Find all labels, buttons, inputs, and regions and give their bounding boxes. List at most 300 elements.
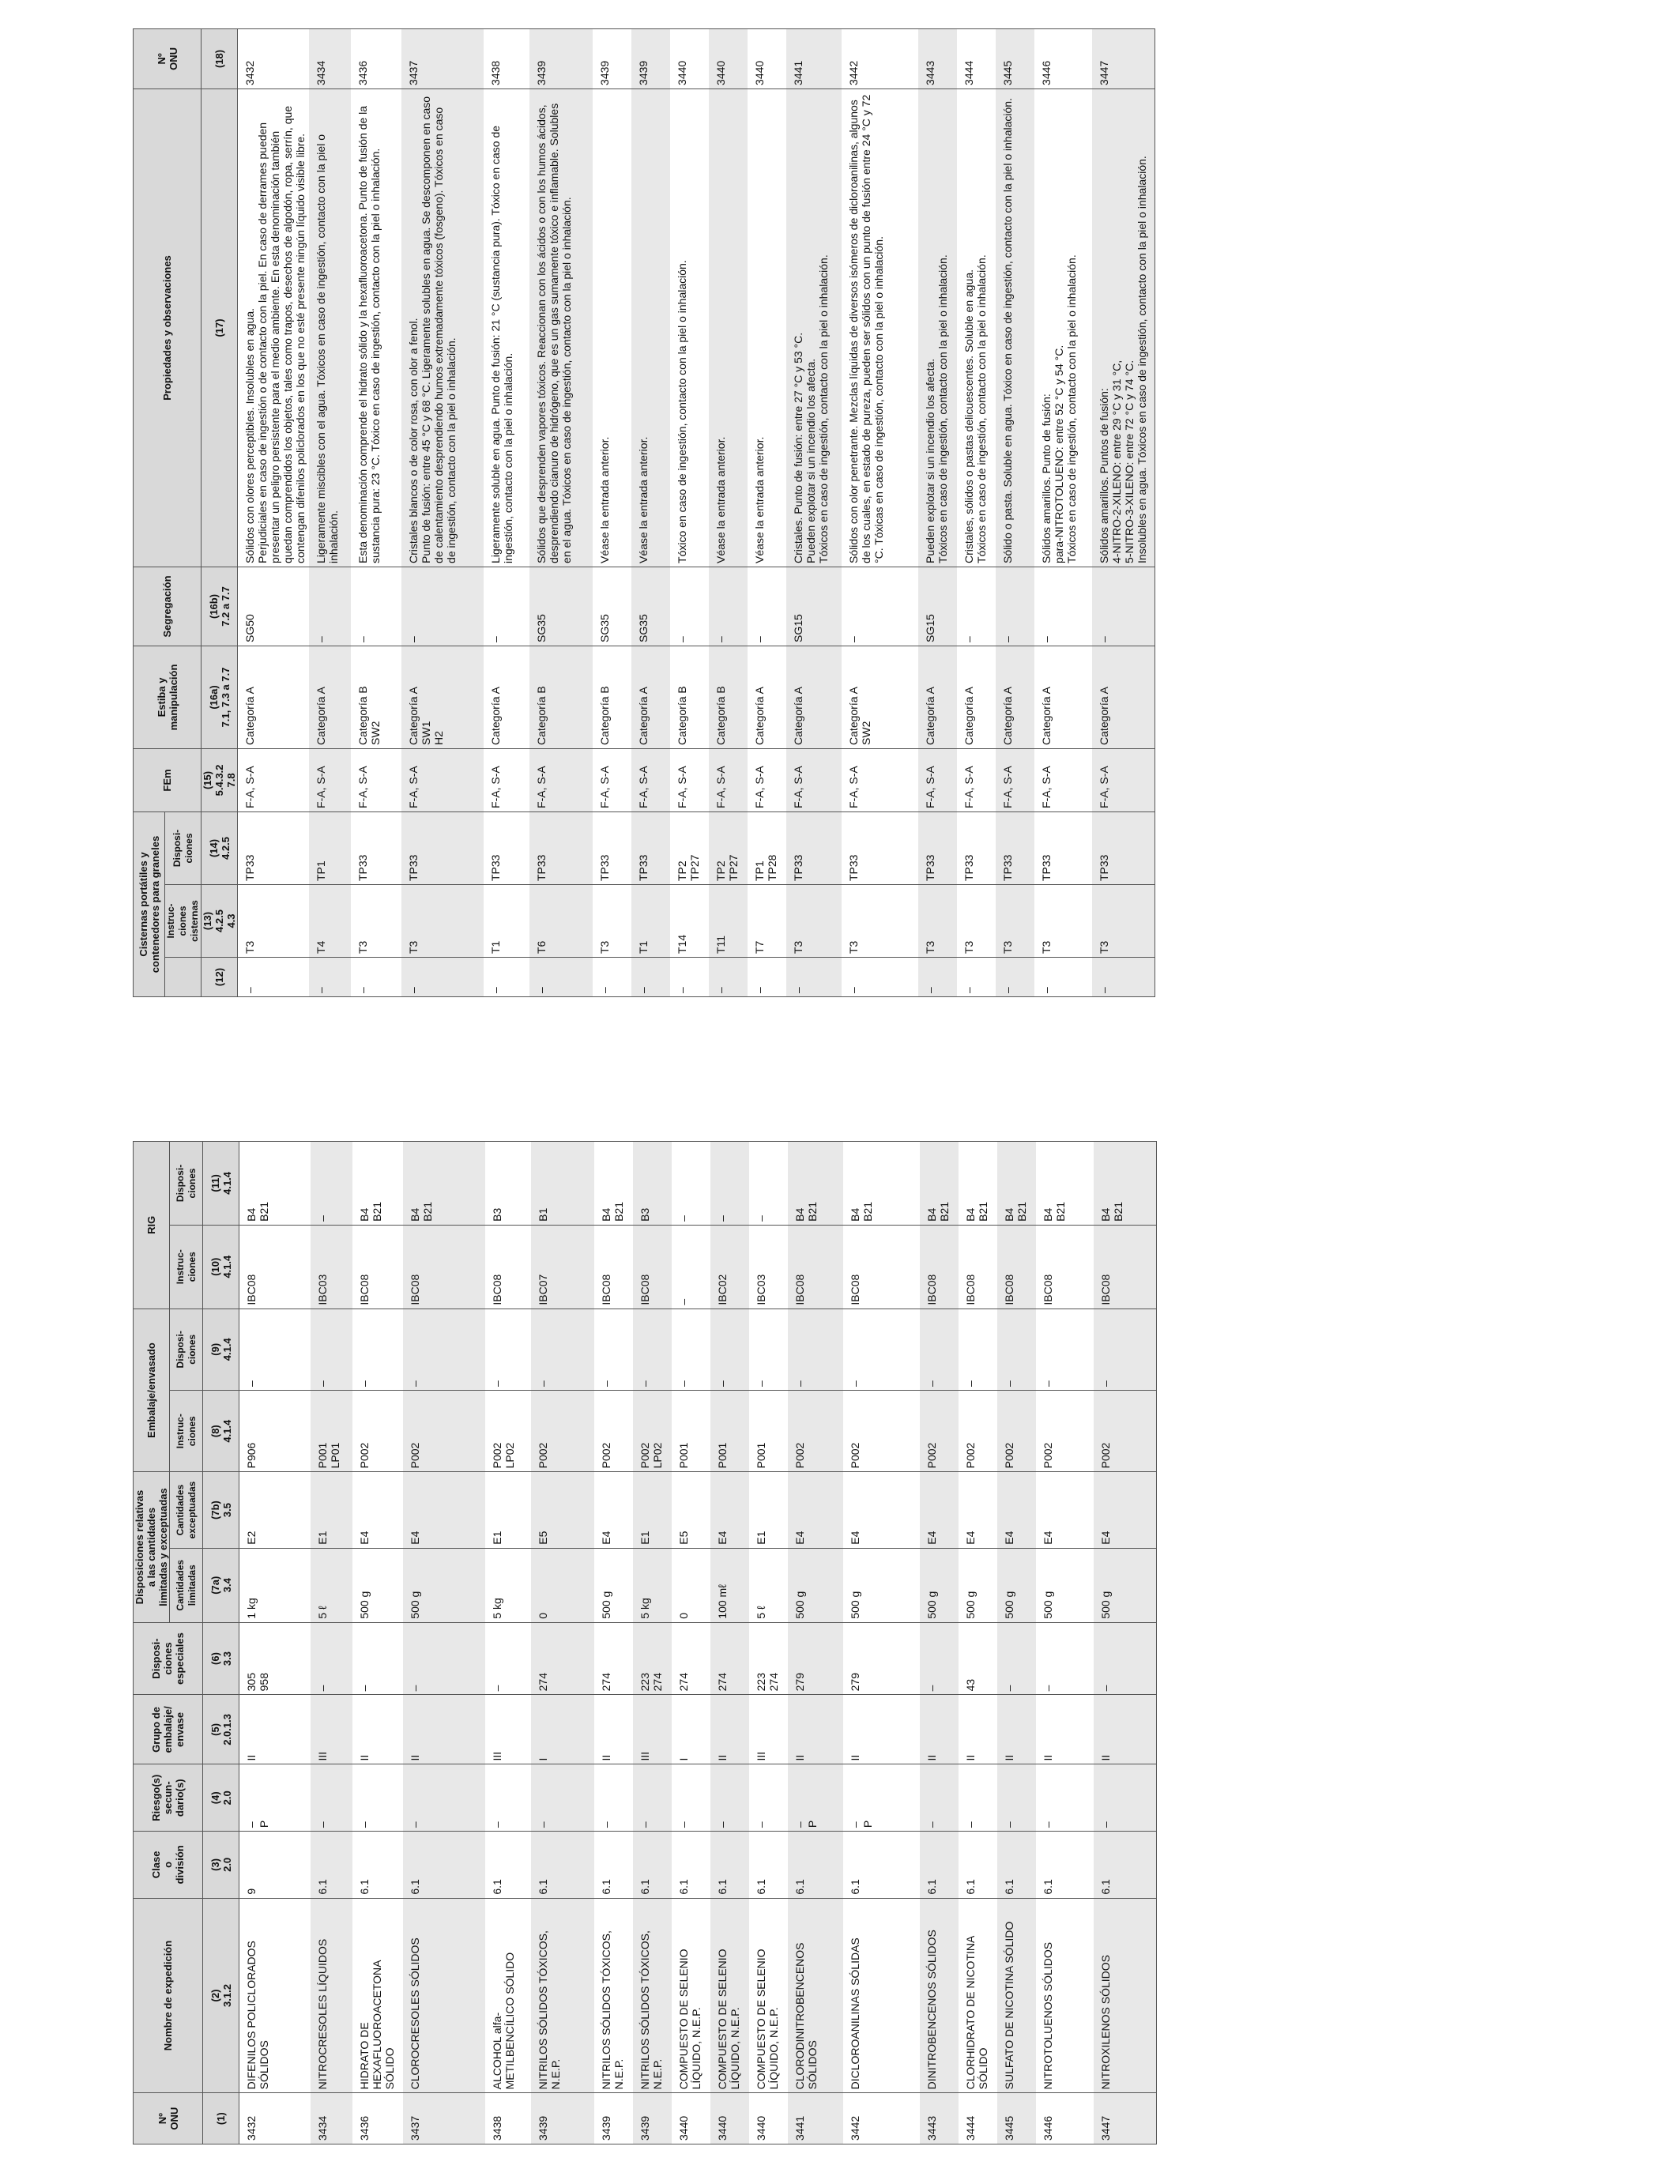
table-cell: P002: [531, 1390, 594, 1471]
table-cell: B3: [485, 1142, 531, 1226]
table-row: [485, 1142, 531, 2144]
table-cell: T3: [957, 885, 996, 958]
left-colnum-6: (6) 3.3: [203, 1622, 239, 1695]
table-cell: CLOROCRESOLES SÓLIDOS: [403, 1898, 485, 2093]
table-cell: B1: [531, 1142, 594, 1226]
table-cell: –: [594, 1764, 633, 1832]
header-ibc-instr: Instruc- ciones: [170, 1225, 203, 1309]
table-cell: 3439: [593, 28, 631, 88]
table-cell: II: [352, 1695, 403, 1764]
table-cell: –: [749, 1309, 788, 1390]
table-cell: 500 g: [843, 1548, 920, 1622]
left-colnum-5: (5) 2.0.1.3: [203, 1695, 239, 1764]
table-cell: Categoría A: [1092, 646, 1155, 748]
table-cell: 274: [672, 1622, 710, 1695]
table-cell: 3444: [957, 28, 996, 88]
table-cell: – P: [843, 1764, 920, 1832]
table-cell: P001: [710, 1390, 749, 1471]
left-colnum-11: (10) 4.1.4: [203, 1225, 239, 1309]
table-cell: –: [748, 958, 786, 997]
table-cell: Sólidos con olores perceptibles. Insolubles en agua. Perjudiciales en caso de ingestión o de contacto con la piel. En caso de derrames pueden presentar un peligro persistente para el medio ambiente. En esta denominación también quedan comprendidos los objetos, tales como trapos, desechos de algodón, ropa, serrín, que contengan difenilos policlorados en los que no esté presente ningún líquido visible libre.: [238, 88, 309, 567]
table-cell: II: [843, 1695, 920, 1764]
table-cell: IBC07: [531, 1225, 594, 1309]
table-cell: SG15: [786, 567, 842, 646]
table-cell: DIFENILOS POLICLORADOS SÓLIDOS: [239, 1898, 311, 2093]
header-pack-prov: Disposi- ciones: [170, 1309, 203, 1390]
table-cell: III: [633, 1695, 672, 1764]
table-cell: P002: [594, 1390, 633, 1471]
table-cell: T4: [309, 885, 351, 958]
table-cell: –: [1036, 1309, 1094, 1390]
table-cell: E1: [485, 1472, 531, 1548]
table-cell: Esta denominación comprende el hidrato sólido y la hexafluoroacetona. Punto de fusión de la sustancia pura: 23 °C. Tóxico en caso de ingestión, contacto con la piel o inhalación.: [351, 88, 401, 567]
table-cell: 3436: [352, 2093, 403, 2144]
table-cell: NITROTOLUENOS SÓLIDOS: [1036, 1898, 1094, 2093]
left-table-body: [239, 1142, 1157, 2144]
table-cell: 3438: [484, 28, 529, 88]
right-colnum-6: (16b) 7.2 a 7.7: [202, 567, 238, 646]
table-cell: –: [403, 1309, 485, 1390]
table-cell: Véase la entrada anterior.: [748, 88, 786, 567]
table-cell: –: [633, 1309, 672, 1390]
table-cell: E4: [788, 1472, 843, 1548]
table-cell: Véase la entrada anterior.: [631, 88, 670, 567]
table-cell: 6.1: [1094, 1832, 1157, 1899]
table-cell: E4: [403, 1472, 485, 1548]
table-cell: 6.1: [788, 1832, 843, 1899]
header-class: Clase o división: [134, 1832, 203, 1899]
table-cell: 6.1: [959, 1832, 997, 1899]
table-cell: NITROCRESOLES LÍQUIDOS: [311, 1898, 352, 2093]
table-cell: IBC08: [352, 1225, 403, 1309]
table-cell: TP33: [351, 811, 401, 884]
header-lq: Cantidades limitadas: [170, 1548, 203, 1622]
table-cell: Categoría B: [709, 646, 748, 748]
table-cell: Categoría A: [484, 646, 529, 748]
right-table-header: [134, 28, 238, 996]
header-ems: FEm: [134, 748, 202, 811]
table-cell: F-A, S-A: [709, 748, 748, 811]
table-cell: E4: [920, 1472, 959, 1548]
table-cell: 5 kg: [485, 1548, 531, 1622]
table-cell: TP33: [996, 811, 1034, 884]
table-cell: –: [484, 567, 529, 646]
table-cell: 6.1: [749, 1832, 788, 1899]
table-cell: II: [594, 1695, 633, 1764]
table-cell: P906: [239, 1390, 311, 1471]
header-eq: Cantidades exceptuadas: [170, 1472, 203, 1548]
table-cell: IBC03: [311, 1225, 352, 1309]
table-cell: 3446: [1036, 2093, 1094, 2144]
left-colnum-2: (2) 3.1.2: [203, 1898, 239, 2093]
header-name: Nombre de expedición: [134, 1898, 203, 2093]
table-cell: F-A, S-A: [670, 748, 709, 811]
table-cell: CLORODINITROBENCENOS SÓLIDOS: [788, 1898, 843, 2093]
left-colnum-3: (3) 2.0: [203, 1832, 239, 1899]
table-cell: –: [351, 567, 401, 646]
table-cell: 5 ℓ: [311, 1548, 352, 1622]
table-cell: –: [1092, 567, 1155, 646]
table-cell: B4 B21: [403, 1142, 485, 1226]
right-colnum-1: (12): [202, 958, 238, 997]
table-cell: 3445: [997, 2093, 1036, 2144]
table-cell: Categoría A: [1034, 646, 1092, 748]
table-cell: –: [788, 1309, 843, 1390]
table-cell: Sólido o pasta. Soluble en agua. Tóxico en caso de ingestión, contacto con la piel o inhalación.: [996, 88, 1034, 567]
table-cell: II: [788, 1695, 843, 1764]
table-row: [996, 28, 1034, 996]
table-cell: Cristales. Punto de fusión: entre 27 °C y 53 °C. Pueden explotar si un incendio los afecta. Tóxicos en caso de ingestión, contacto con la piel o inhalación.: [786, 88, 842, 567]
table-cell: E1: [311, 1472, 352, 1548]
table-cell: F-A, S-A: [996, 748, 1034, 811]
table-cell: T3: [918, 885, 957, 958]
table-row: [749, 1142, 788, 2144]
table-cell: HIDRATO DE HEXAFLUOROACETONA SÓLIDO: [352, 1898, 403, 2093]
table-cell: II: [1094, 1695, 1157, 1764]
right-colnum-4: (15) 5.4.3.2 7.8: [202, 748, 238, 811]
table-cell: 3440: [670, 28, 709, 88]
table-cell: II: [710, 1695, 749, 1764]
table-cell: –: [485, 1764, 531, 1832]
table-cell: T3: [1034, 885, 1092, 958]
table-cell: F-A, S-A: [918, 748, 957, 811]
table-cell: IBC08: [997, 1225, 1036, 1309]
table-cell: COMPUESTO DE SELENIO LÍQUIDO, N.E.P.: [749, 1898, 788, 2093]
table-cell: –: [531, 1309, 594, 1390]
table-cell: 274: [594, 1622, 633, 1695]
table-cell: 6.1: [485, 1832, 531, 1899]
table-cell: TP33: [1034, 811, 1092, 884]
table-cell: 500 g: [403, 1548, 485, 1622]
table-cell: Categoría A: [996, 646, 1034, 748]
table-cell: Ligeramente miscibles con el agua. Tóxicos en caso de ingestión, contacto con la piel o inhalación.: [309, 88, 351, 567]
right-colnum-8: (18): [202, 28, 238, 88]
table-row: [401, 28, 484, 996]
table-cell: –: [529, 958, 593, 997]
table-cell: F-A, S-A: [351, 748, 401, 811]
table-cell: F-A, S-A: [1034, 748, 1092, 811]
table-cell: T3: [996, 885, 1034, 958]
table-cell: B4 B21: [1094, 1142, 1157, 1226]
table-cell: T3: [1092, 885, 1155, 958]
table-cell: 223 274: [633, 1622, 672, 1695]
table-cell: –: [309, 958, 351, 997]
table-cell: 1 kg: [239, 1548, 311, 1622]
table-cell: NITRILOS SÓLIDOS TÓXICOS, N.E.P.: [633, 1898, 672, 2093]
table-cell: IBC08: [633, 1225, 672, 1309]
table-cell: 6.1: [633, 1832, 672, 1899]
left-colnum-7: (7a) 3.4: [203, 1548, 239, 1622]
table-cell: –: [918, 958, 957, 997]
table-cell: NITRILOS SÓLIDOS TÓXICOS, N.E.P.: [531, 1898, 594, 2093]
table-cell: IBC08: [403, 1225, 485, 1309]
table-cell: –: [1034, 567, 1092, 646]
table-row: [1034, 28, 1092, 996]
table-cell: F-A, S-A: [786, 748, 842, 811]
table-cell: IBC08: [485, 1225, 531, 1309]
table-row: [484, 28, 529, 996]
table-cell: F-A, S-A: [957, 748, 996, 811]
table-cell: 3443: [918, 28, 957, 88]
table-cell: –: [484, 958, 529, 997]
table-row: [997, 1142, 1036, 2144]
table-cell: 3440: [749, 2093, 788, 2144]
header-lq-group: Disposiciones relativas a las cantidades limitadas y exceptuadas: [134, 1472, 170, 1622]
left-colnum-12: (11) 4.1.4: [203, 1142, 239, 1226]
header-props: Propiedades y observaciones: [134, 88, 202, 567]
table-cell: –: [997, 1309, 1036, 1390]
header-stow: Estiba y manipulación: [134, 646, 202, 748]
table-cell: – P: [239, 1764, 311, 1832]
table-cell: 223 274: [749, 1622, 788, 1695]
table-cell: IBC08: [1094, 1225, 1157, 1309]
table-cell: –: [957, 567, 996, 646]
table-cell: 100 mℓ: [710, 1548, 749, 1622]
table-cell: Categoría A SW1 H2: [401, 646, 484, 748]
table-cell: F-A, S-A: [593, 748, 631, 811]
table-cell: –: [748, 567, 786, 646]
table-cell: TP33: [529, 811, 593, 884]
table-cell: T3: [351, 885, 401, 958]
table-cell: 3447: [1094, 2093, 1157, 2144]
header-pg: Grupo de embalaje/ envase: [134, 1695, 203, 1764]
header-ibc-prov: Disposi- ciones: [170, 1142, 203, 1226]
table-cell: Categoría B: [670, 646, 709, 748]
header-pack-instr: Instruc- ciones: [170, 1390, 203, 1471]
table-cell: TP33: [842, 811, 918, 884]
table-cell: II: [403, 1695, 485, 1764]
table-cell: 3434: [311, 2093, 352, 2144]
table-cell: –: [842, 958, 918, 997]
right-colnum-2: (13) 4.2.5 4.3: [202, 885, 238, 958]
table-cell: 305 958: [239, 1622, 311, 1695]
table-cell: –: [309, 567, 351, 646]
table-cell: B4 B21: [239, 1142, 311, 1226]
table-cell: –: [1094, 1622, 1157, 1695]
table-cell: II: [1036, 1695, 1094, 1764]
table-cell: IBC03: [749, 1225, 788, 1309]
table-row: [710, 1142, 749, 2144]
table-cell: Véase la entrada anterior.: [709, 88, 748, 567]
table-cell: 3439: [531, 2093, 594, 2144]
table-cell: IBC08: [594, 1225, 633, 1309]
table-cell: –: [352, 1622, 403, 1695]
table-cell: 3446: [1034, 28, 1092, 88]
table-cell: F-A, S-A: [842, 748, 918, 811]
table-cell: TP33: [918, 811, 957, 884]
table-cell: P002: [959, 1390, 997, 1471]
table-cell: –: [1094, 1764, 1157, 1832]
table-row: [594, 1142, 633, 2144]
table-cell: –: [842, 567, 918, 646]
table-cell: Categoría B SW2: [351, 646, 401, 748]
table-cell: Categoría A: [309, 646, 351, 748]
table-cell: –: [352, 1309, 403, 1390]
table-row: [309, 28, 351, 996]
table-cell: 3436: [351, 28, 401, 88]
table-cell: –: [311, 1309, 352, 1390]
left-table: [133, 1141, 1157, 2144]
right-colnum-5: (16a) 7.1, 7.3 a 7.7: [202, 646, 238, 748]
table-cell: 5 ℓ: [749, 1548, 788, 1622]
left-column-numbers: [203, 1142, 239, 2144]
table-cell: E4: [710, 1472, 749, 1548]
table-cell: –: [996, 567, 1034, 646]
table-cell: B4 B21: [843, 1142, 920, 1226]
header-tank-blank: [165, 958, 202, 997]
right-colnum-3: (14) 4.2.5: [202, 811, 238, 884]
table-cell: –: [670, 567, 709, 646]
table-row: [593, 28, 631, 996]
table-row: [748, 28, 786, 996]
table-cell: 274: [531, 1622, 594, 1695]
table-cell: P002: [843, 1390, 920, 1471]
header-seg: Segregación: [134, 567, 202, 646]
table-cell: SG35: [593, 567, 631, 646]
table-cell: 274: [710, 1622, 749, 1695]
table-cell: –: [957, 958, 996, 997]
table-cell: F-A, S-A: [1092, 748, 1155, 811]
table-row: [1036, 1142, 1094, 2144]
table-cell: 500 g: [959, 1548, 997, 1622]
table-cell: 500 g: [920, 1548, 959, 1622]
table-cell: II: [239, 1695, 311, 1764]
table-cell: 3439: [594, 2093, 633, 2144]
table-row: [672, 1142, 710, 2144]
table-cell: P002: [920, 1390, 959, 1471]
table-cell: 6.1: [843, 1832, 920, 1899]
table-cell: –: [531, 1764, 594, 1832]
table-cell: DICLOROANILINAS SÓLIDAS: [843, 1898, 920, 2093]
table-cell: –: [709, 567, 748, 646]
table-cell: –: [403, 1764, 485, 1832]
table-cell: F-A, S-A: [238, 748, 309, 811]
table-cell: T1: [631, 885, 670, 958]
table-cell: –: [749, 1764, 788, 1832]
table-cell: T6: [529, 885, 593, 958]
table-cell: COMPUESTO DE SELENIO LÍQUIDO, N.E.P.: [710, 1898, 749, 2093]
table-cell: SG50: [238, 567, 309, 646]
table-cell: B4 B21: [594, 1142, 633, 1226]
table-row: [633, 1142, 672, 2144]
table-cell: 6.1: [594, 1832, 633, 1899]
table-cell: 6.1: [997, 1832, 1036, 1899]
table-cell: –: [670, 958, 709, 997]
table-cell: –: [920, 1309, 959, 1390]
table-row: [786, 28, 842, 996]
table-cell: 500 g: [788, 1548, 843, 1622]
table-cell: 6.1: [920, 1832, 959, 1899]
table-row: [918, 28, 957, 996]
table-cell: 3442: [842, 28, 918, 88]
table-cell: 6.1: [710, 1832, 749, 1899]
table-cell: 3441: [786, 28, 842, 88]
left-table-wrap: [133, 1141, 1157, 2144]
table-cell: P002: [997, 1390, 1036, 1471]
table-cell: IBC08: [920, 1225, 959, 1309]
table-cell: 0: [672, 1548, 710, 1622]
table-cell: Véase la entrada anterior.: [593, 88, 631, 567]
table-cell: 3439: [633, 2093, 672, 2144]
table-cell: –: [351, 958, 401, 997]
table-cell: Pueden explotar si un incendio los afecta. Tóxicos en caso de ingestión, contacto con la piel o inhalación.: [918, 88, 957, 567]
table-cell: –: [1092, 958, 1155, 997]
table-row: [920, 1142, 959, 2144]
table-cell: –: [672, 1142, 710, 1226]
table-cell: –: [401, 958, 484, 997]
header-tank-instr: Instruc- ciones cisternas: [165, 885, 202, 958]
table-cell: B4 B21: [352, 1142, 403, 1226]
header-ibc-group: RIG: [134, 1142, 170, 1309]
table-cell: 279: [788, 1622, 843, 1695]
table-row: [531, 1142, 594, 2144]
table-cell: Ligeramente soluble en agua. Punto de fusión: 21 °C (sustancia pura). Tóxico en caso de ingestión, contacto con la piel o inhalación.: [484, 88, 529, 567]
table-cell: IBC02: [710, 1225, 749, 1309]
left-colnum-9: (8) 4.1.4: [203, 1390, 239, 1471]
table-cell: III: [749, 1695, 788, 1764]
table-cell: –: [1094, 1309, 1157, 1390]
table-cell: –: [485, 1622, 531, 1695]
table-cell: –: [959, 1764, 997, 1832]
table-cell: B4 B21: [788, 1142, 843, 1226]
table-cell: 9: [239, 1832, 311, 1899]
table-cell: –: [996, 958, 1034, 997]
table-cell: –: [401, 567, 484, 646]
table-cell: –: [311, 1764, 352, 1832]
table-cell: 3438: [485, 2093, 531, 2144]
header-risk: Riesgo(s) secun- dario(s): [134, 1764, 203, 1832]
table-cell: –: [239, 1309, 311, 1390]
table-cell: TP33: [238, 811, 309, 884]
table-cell: CLORHIDRATO DE NICOTINA SÓLIDO: [959, 1898, 997, 2093]
table-cell: Sólidos amarillos. Punto de fusión: para-NITROTOLUENO: entre 52 °C y 54 °C. Tóxicos en caso de ingestión, contacto con la piel o inhalación.: [1034, 88, 1092, 567]
table-cell: –: [749, 1142, 788, 1226]
table-cell: 3439: [529, 28, 593, 88]
right-table: [133, 28, 1155, 997]
table-cell: TP1: [309, 811, 351, 884]
header-un: Nº ONU: [134, 2093, 203, 2144]
table-row: [631, 28, 670, 996]
table-cell: –: [672, 1309, 710, 1390]
table-cell: 3440: [672, 2093, 710, 2144]
table-cell: –: [843, 1309, 920, 1390]
table-row: [403, 1142, 485, 2144]
table-cell: Categoría A: [631, 646, 670, 748]
table-cell: F-A, S-A: [484, 748, 529, 811]
table-cell: F-A, S-A: [631, 748, 670, 811]
table-cell: –: [710, 1764, 749, 1832]
table-cell: 3432: [239, 2093, 311, 2144]
table-cell: –: [710, 1142, 749, 1226]
table-cell: TP33: [957, 811, 996, 884]
table-cell: –: [593, 958, 631, 997]
table-cell: B4 B21: [920, 1142, 959, 1226]
table-cell: Categoría A SW2: [842, 646, 918, 748]
table-cell: T3: [401, 885, 484, 958]
table-cell: –: [920, 1764, 959, 1832]
left-table-header: [134, 1142, 239, 2144]
table-cell: P001: [672, 1390, 710, 1471]
table-cell: B3: [633, 1142, 672, 1226]
table-cell: 3442: [843, 2093, 920, 2144]
table-cell: –: [786, 958, 842, 997]
table-cell: T3: [593, 885, 631, 958]
table-cell: E4: [352, 1472, 403, 1548]
table-cell: Tóxico en caso de ingestión, contacto con la piel o inhalación.: [670, 88, 709, 567]
table-cell: –: [997, 1764, 1036, 1832]
header-pack-group: Embalaje/envasado: [134, 1309, 170, 1472]
table-cell: –: [672, 1225, 710, 1309]
